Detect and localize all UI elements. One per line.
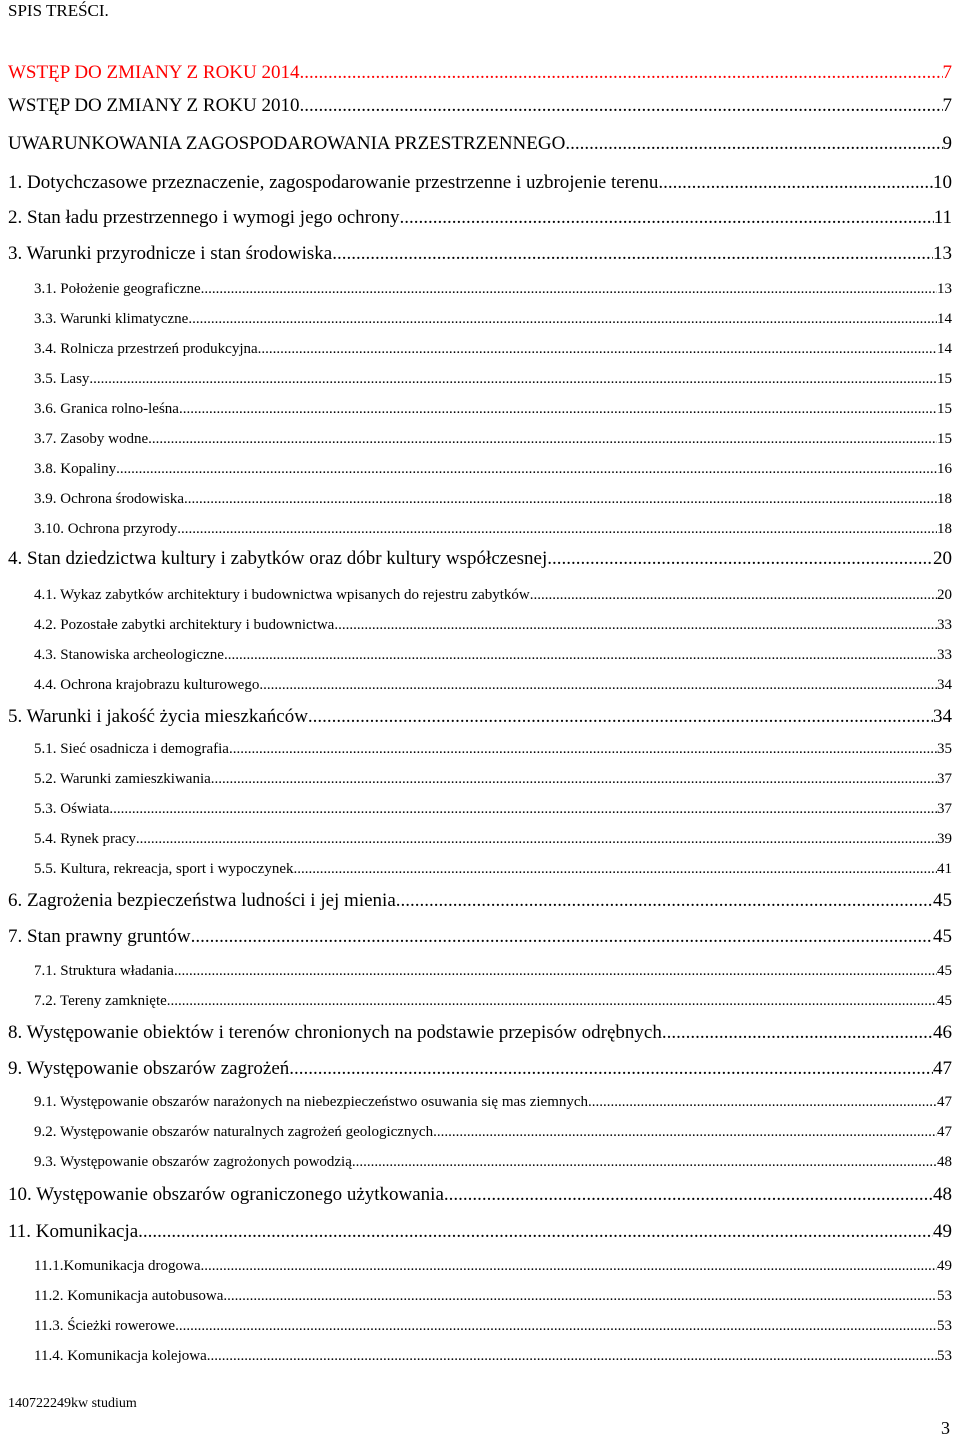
- toc-entry-page: 15: [937, 431, 952, 447]
- toc-entry-page: 18: [937, 491, 952, 507]
- toc-dot-leader: [294, 861, 938, 878]
- toc-entry[interactable]: [8, 1184, 952, 1206]
- toc-dot-leader: [89, 371, 937, 388]
- toc-entry[interactable]: [34, 771, 952, 788]
- toc-entry-title: 6. Zagrożenia bezpieczeństwa ludności i jej mienia: [8, 890, 396, 911]
- toc-entry-title: 9. Występowanie obszarów zagrożeń: [8, 1058, 290, 1079]
- toc-entry-page: 16: [937, 461, 952, 477]
- toc-entry-title: 3.9. Ochrona środowiska: [34, 491, 184, 507]
- toc-entry-title: 11.2. Komunikacja autobusowa: [34, 1288, 224, 1304]
- toc-entry-page: 47: [937, 1094, 952, 1110]
- toc-dot-leader: [191, 926, 933, 948]
- toc-dot-leader: [223, 1288, 937, 1305]
- toc-entry-title: 10. Występowanie obszarów ograniczonego użytkowania: [8, 1184, 444, 1205]
- toc-entry-title: UWARUNKOWANIA ZAGOSPODAROWANIA PRZESTRZENNEGO: [8, 133, 566, 154]
- toc-dot-leader: [174, 963, 937, 980]
- toc-entry-page: 53: [937, 1348, 952, 1364]
- toc-entry[interactable]: [34, 461, 952, 478]
- toc-entry-page: 53: [937, 1288, 952, 1304]
- toc-entry-title: 2. Stan ładu przestrzennego i wymogi jego ochrony: [8, 207, 400, 228]
- toc-entry[interactable]: [8, 207, 952, 229]
- toc-entry-page: 45: [933, 890, 952, 911]
- toc-dot-leader: [289, 1058, 933, 1080]
- toc-entry-page: 48: [937, 1154, 952, 1170]
- toc-dot-leader: [308, 706, 933, 728]
- toc-entry-title: 5.5. Kultura, rekreacja, sport i wypoczynek: [34, 861, 294, 877]
- toc-dot-leader: [201, 1258, 938, 1275]
- toc-entry[interactable]: [34, 993, 952, 1010]
- toc-entry-page: 37: [937, 771, 952, 787]
- toc-entry[interactable]: [34, 1348, 952, 1365]
- toc-dot-leader: [300, 62, 943, 84]
- toc-entry[interactable]: [8, 62, 952, 84]
- toc-dot-leader: [662, 1022, 933, 1044]
- toc-entry[interactable]: [34, 801, 952, 818]
- document-heading: SPIS TREŚCI.: [8, 1, 109, 20]
- toc-entry-page: 49: [937, 1258, 952, 1274]
- toc-entry-page: 14: [937, 311, 952, 327]
- toc-entry-title: 4.4. Ochrona krajobrazu kulturowego: [34, 677, 260, 693]
- toc-entry-page: 39: [937, 831, 952, 847]
- toc-entry[interactable]: [34, 1124, 952, 1141]
- toc-dot-leader: [148, 431, 937, 448]
- toc-dot-leader: [175, 1318, 937, 1335]
- toc-entry-page: 46: [933, 1022, 952, 1043]
- toc-entry-page: 45: [937, 963, 952, 979]
- toc-dot-leader: [211, 771, 937, 788]
- toc-entry[interactable]: [34, 1094, 952, 1111]
- toc-entry-page: 35: [937, 741, 952, 757]
- toc-entry-title: 11.3. Ścieżki rowerowe: [34, 1318, 176, 1334]
- toc-dot-leader: [332, 243, 933, 265]
- toc-entry-title: WSTĘP DO ZMIANY Z ROKU 2014: [8, 62, 300, 83]
- toc-dot-leader: [565, 133, 942, 155]
- toc-entry-title: 5.4. Rynek pracy: [34, 831, 136, 847]
- toc-dot-leader: [258, 341, 937, 358]
- toc-entry[interactable]: [34, 341, 952, 358]
- toc-entry-title: 11.1.Komunikacja drogowa: [34, 1258, 201, 1274]
- toc-entry[interactable]: [34, 311, 952, 328]
- toc-entry[interactable]: [8, 172, 952, 194]
- toc-dot-leader: [400, 207, 934, 229]
- toc-entry-page: 7: [942, 95, 952, 116]
- toc-dot-leader: [138, 1221, 933, 1243]
- toc-entry-page: 20: [937, 587, 952, 603]
- toc-entry-title: 8. Występowanie obiektów i terenów chronionych na podstawie przepisów odrębnych: [8, 1022, 662, 1043]
- toc-entry[interactable]: [34, 741, 952, 758]
- toc-entry-page: 47: [937, 1124, 952, 1140]
- toc-dot-leader: [201, 281, 937, 298]
- toc-dot-leader: [188, 311, 937, 328]
- toc-dot-leader: [109, 801, 937, 818]
- toc-entry-page: 11: [933, 207, 952, 228]
- toc-entry-page: 48: [933, 1184, 952, 1205]
- toc-entry-page: 13: [933, 243, 952, 264]
- toc-entry[interactable]: [8, 1022, 952, 1044]
- toc-entry-title: 3.8. Kopaliny: [34, 461, 117, 477]
- toc-entry-page: 7: [942, 62, 952, 83]
- toc-dot-leader: [116, 461, 937, 478]
- toc-entry[interactable]: [34, 677, 952, 694]
- toc-entry-title: 4.1. Wykaz zabytków architektury i budownictwa wpisanych do rejestru zabytków: [34, 587, 530, 603]
- toc-dot-leader: [207, 1348, 937, 1365]
- toc-entry-title: 3.6. Granica rolno-leśna: [34, 401, 179, 417]
- toc-dot-leader: [433, 1124, 937, 1141]
- toc-entry[interactable]: [34, 963, 952, 980]
- toc-entry[interactable]: [34, 1288, 952, 1305]
- toc-entry[interactable]: [34, 491, 952, 508]
- toc-entry-title: 11.4. Komunikacja kolejowa: [34, 1348, 207, 1364]
- toc-dot-leader: [224, 647, 937, 664]
- toc-entry[interactable]: [34, 831, 952, 848]
- document-footer: 140722249kw studium: [8, 1396, 137, 1411]
- toc-entry-title: 1. Dotychczasowe przeznaczenie, zagospodarowanie przestrzenne i uzbrojenie terenu: [8, 172, 659, 193]
- toc-entry[interactable]: [34, 587, 952, 604]
- toc-entry-title: 11. Komunikacja: [8, 1221, 139, 1242]
- toc-entry-title: WSTĘP DO ZMIANY Z ROKU 2010: [8, 95, 300, 116]
- toc-entry-page: 45: [933, 926, 952, 947]
- toc-entry-page: 15: [937, 401, 952, 417]
- toc-dot-leader: [179, 401, 937, 418]
- toc-entry-title: 4. Stan dziedzictwa kultury i zabytków oraz dóbr kultury współczesnej: [8, 548, 548, 569]
- toc-dot-leader: [167, 993, 937, 1010]
- toc-entry[interactable]: [34, 617, 952, 634]
- toc-entry-title: 5.1. Sieć osadnicza i demografia: [34, 741, 229, 757]
- toc-entry-title: 5. Warunki i jakość życia mieszkańców: [8, 706, 308, 727]
- toc-entry[interactable]: [8, 1058, 952, 1080]
- toc-dot-leader: [136, 831, 937, 848]
- toc-entry[interactable]: [34, 371, 952, 388]
- toc-entry-page: 34: [933, 706, 952, 727]
- toc-dot-leader: [352, 1154, 937, 1171]
- toc-entry[interactable]: [8, 706, 952, 728]
- toc-entry-page: 47: [933, 1058, 952, 1079]
- toc-entry-page: 15: [937, 371, 952, 387]
- toc-entry-page: 53: [937, 1318, 952, 1334]
- toc-entry-title: 9.3. Występowanie obszarów zagrożonych powodzią: [34, 1154, 352, 1170]
- toc-entry[interactable]: [8, 95, 952, 117]
- toc-dot-leader: [300, 95, 943, 117]
- toc-entry-page: 41: [937, 861, 952, 877]
- toc-entry[interactable]: [34, 1258, 952, 1275]
- toc-entry-title: 7.1. Struktura władania: [34, 963, 174, 979]
- toc-entry[interactable]: [8, 548, 952, 570]
- toc-entry-title: 9.2. Występowanie obszarów naturalnych zagrożeń geologicznych: [34, 1124, 434, 1140]
- toc-entry[interactable]: [34, 281, 952, 298]
- toc-entry-page: 9: [942, 133, 952, 154]
- toc-dot-leader: [184, 491, 937, 508]
- toc-entry-title: 3.5. Lasy: [34, 371, 90, 387]
- toc-entry-page: 34: [937, 677, 952, 693]
- toc-dot-leader: [444, 1184, 933, 1206]
- toc-dot-leader: [396, 890, 933, 912]
- toc-entry-page: 14: [937, 341, 952, 357]
- toc-entry[interactable]: [34, 647, 952, 664]
- toc-entry[interactable]: [8, 243, 952, 265]
- toc-dot-leader: [530, 587, 937, 604]
- toc-entry[interactable]: [34, 401, 952, 418]
- toc-entry-page: 18: [937, 521, 952, 537]
- toc-entry[interactable]: [34, 1318, 952, 1335]
- toc-dot-leader: [229, 741, 937, 758]
- toc-entry-title: 7.2. Tereny zamknięte: [34, 993, 167, 1009]
- toc-entry-title: 3.7. Zasoby wodne: [34, 431, 149, 447]
- toc-dot-leader: [334, 617, 937, 634]
- toc-entry-page: 33: [937, 617, 952, 633]
- toc-entry[interactable]: [8, 890, 952, 912]
- toc-dot-leader: [259, 677, 937, 694]
- toc-entry-title: 3.3. Warunki klimatyczne: [34, 311, 189, 327]
- toc-entry[interactable]: [34, 431, 952, 448]
- toc-entry[interactable]: [8, 133, 952, 155]
- toc-entry-title: 4.2. Pozostałe zabytki architektury i budownictwa: [34, 617, 335, 633]
- toc-entry-title: 5.3. Oświata: [34, 801, 110, 817]
- toc-entry-title: 5.2. Warunki zamieszkiwania: [34, 771, 211, 787]
- toc-entry-page: 33: [937, 647, 952, 663]
- toc-entry-page: 20: [933, 548, 952, 569]
- toc-entry-page: 45: [937, 993, 952, 1009]
- toc-entry-page: 37: [937, 801, 952, 817]
- toc-entry-title: 3. Warunki przyrodnicze i stan środowiska: [8, 243, 333, 264]
- toc-dot-leader: [177, 521, 937, 538]
- toc-entry[interactable]: [34, 861, 952, 878]
- toc-dot-leader: [547, 548, 933, 570]
- toc-entry[interactable]: [34, 1154, 952, 1171]
- toc-dot-leader: [658, 172, 933, 194]
- page-number: 3: [941, 1418, 950, 1438]
- toc-entry-page: 49: [933, 1221, 952, 1242]
- toc-entry-title: 3.1. Położenie geograficzne: [34, 281, 201, 297]
- toc-entry[interactable]: [34, 521, 952, 538]
- toc-entry-page: 13: [937, 281, 952, 297]
- toc-entry-title: 9.1. Występowanie obszarów narażonych na niebezpieczeństwo osuwania się mas ziemnych: [34, 1094, 589, 1110]
- toc-entry-title: 3.4. Rolnicza przestrzeń produkcyjna: [34, 341, 258, 357]
- toc-dot-leader: [588, 1094, 937, 1111]
- toc-entry-title: 7. Stan prawny gruntów: [8, 926, 191, 947]
- toc-entry-title: 4.3. Stanowiska archeologiczne: [34, 647, 224, 663]
- toc-entry[interactable]: [8, 1221, 952, 1243]
- toc-entry-page: 10: [933, 172, 952, 193]
- toc-entry-title: 3.10. Ochrona przyrody: [34, 521, 178, 537]
- toc-entry[interactable]: [8, 926, 952, 948]
